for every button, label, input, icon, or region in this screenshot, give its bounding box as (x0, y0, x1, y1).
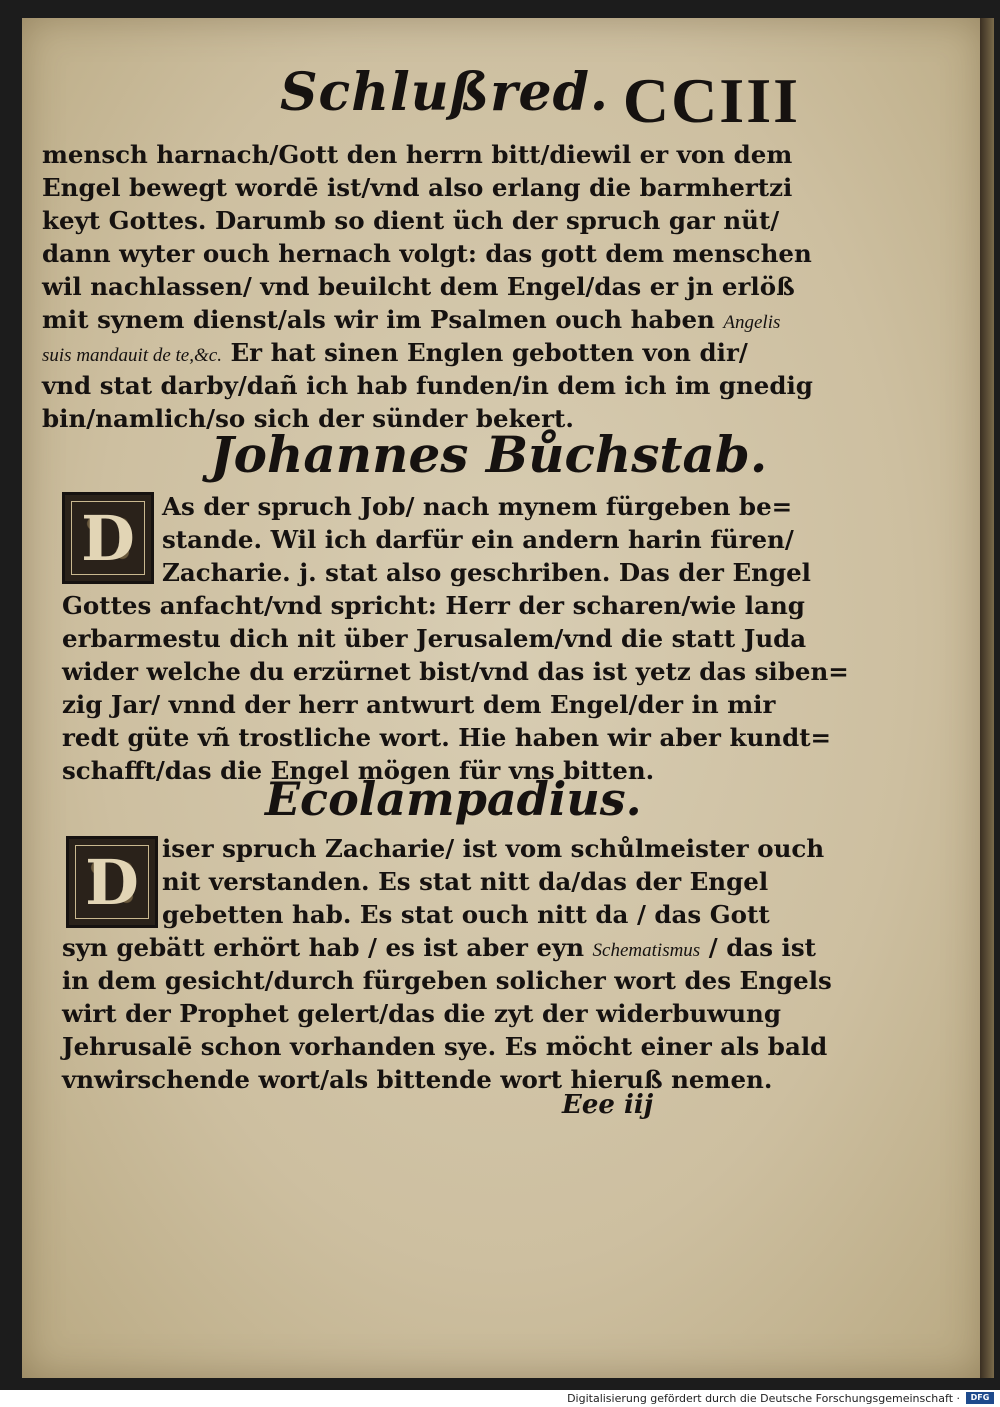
section-1-paragraph (62, 490, 849, 787)
text-line: wil nachlassen/ vnd beuilcht dem Engel/das er jn erlöß (42, 272, 795, 301)
text-line: vnwirschende wort/als bittende wort hieruß nemen. (62, 1065, 773, 1094)
signature-mark: Eee iij (562, 1090, 654, 1120)
initial-letter: D (85, 845, 139, 919)
text-line: keyt Gottes. Darumb so dient üch der spruch gar nüt/ (42, 206, 780, 235)
text-line: As der spruch Job/ nach mynem fürgeben be= (162, 492, 793, 521)
text-line: nit verstanden. Es stat nitt da/das der Engel (162, 867, 769, 896)
section-heading: Ecolampadius. (265, 772, 642, 826)
text-line: Jehrusalē schon vorhanden sye. Es möcht einer als bald (62, 1032, 828, 1061)
folio-number: CCIII (622, 65, 800, 136)
running-head: Schlußred. (280, 62, 610, 123)
decorated-initial (66, 836, 158, 928)
text-line: in dem gesicht/durch fürgeben solicher wort des Engels (62, 966, 832, 995)
footer-bar (0, 1390, 1000, 1407)
text-line: wirt der Prophet gelert/das die zyt der widerbuwung (62, 999, 781, 1028)
text-line (62, 931, 816, 964)
text-segment: syn gebätt erhört hab / es ist aber eyn (62, 933, 585, 962)
text-line: schafft/das die Engel mögen für vns bitten. (62, 756, 655, 785)
funding-credit: Digitalisierung gefördert durch die Deutsche Forschungsgemeinschaft · (567, 1392, 960, 1405)
latin-quote: suis mandauit de te,&c. (42, 345, 222, 366)
text-line: mensch harnach/Gott den herrn bitt/diewil er von dem (42, 140, 793, 169)
text-line (42, 336, 752, 369)
text-line: Zacharie. j. stat also geschriben. Das der Engel (162, 558, 811, 587)
text-segment: Er hat sinen Englen gebotten von dir/ (230, 338, 748, 367)
text-line: bin/namlich/so sich der sünder bekert. (42, 404, 574, 433)
dfg-logo: DFG (966, 1392, 994, 1404)
intro-paragraph (42, 138, 813, 435)
latin-term: Schematismus (592, 940, 701, 961)
text-line: iser spruch Zacharie/ ist vom schůlmeister ouch (162, 834, 825, 863)
text-line: redt güte vñ trostliche wort. Hie haben wir aber kundt= (62, 723, 832, 752)
text-segment: / das ist (708, 933, 816, 962)
text-line: erbarmestu dich nit über Jerusalem/vnd die statt Juda (62, 624, 807, 653)
text-line: dann wyter ouch hernach volgt: das gott dem menschen (42, 239, 812, 268)
section-2-paragraph (62, 832, 832, 1096)
text-segment: mit synem dienst/als wir im Psalmen ouch haben (42, 305, 715, 334)
decorated-initial (62, 492, 154, 584)
text-line: gebetten hab. Es stat ouch nitt da / das Gott (162, 900, 770, 929)
section-heading: Johannes Bůchstab. (210, 425, 768, 484)
text-line: Engel bewegt wordē ist/vnd also erlang die barmhertzi (42, 173, 793, 202)
text-line: Gottes anfacht/vnd spricht: Herr der scharen/wie lang (62, 591, 805, 620)
text-line: vnd stat darby/dañ ich hab funden/in dem ich im gnedig (42, 371, 813, 400)
latin-quote: Angelis (723, 312, 781, 333)
page-edge (980, 18, 994, 1378)
text-line (42, 303, 781, 336)
text-line: stande. Wil ich darfür ein andern harin füren/ (162, 525, 794, 554)
page-header (260, 52, 800, 142)
text-line: wider welche du erzürnet bist/vnd das ist yetz das siben= (62, 657, 849, 686)
initial-letter: D (81, 501, 135, 575)
text-line: zig Jar/ vnnd der herr antwurt dem Engel/der in mir (62, 690, 776, 719)
